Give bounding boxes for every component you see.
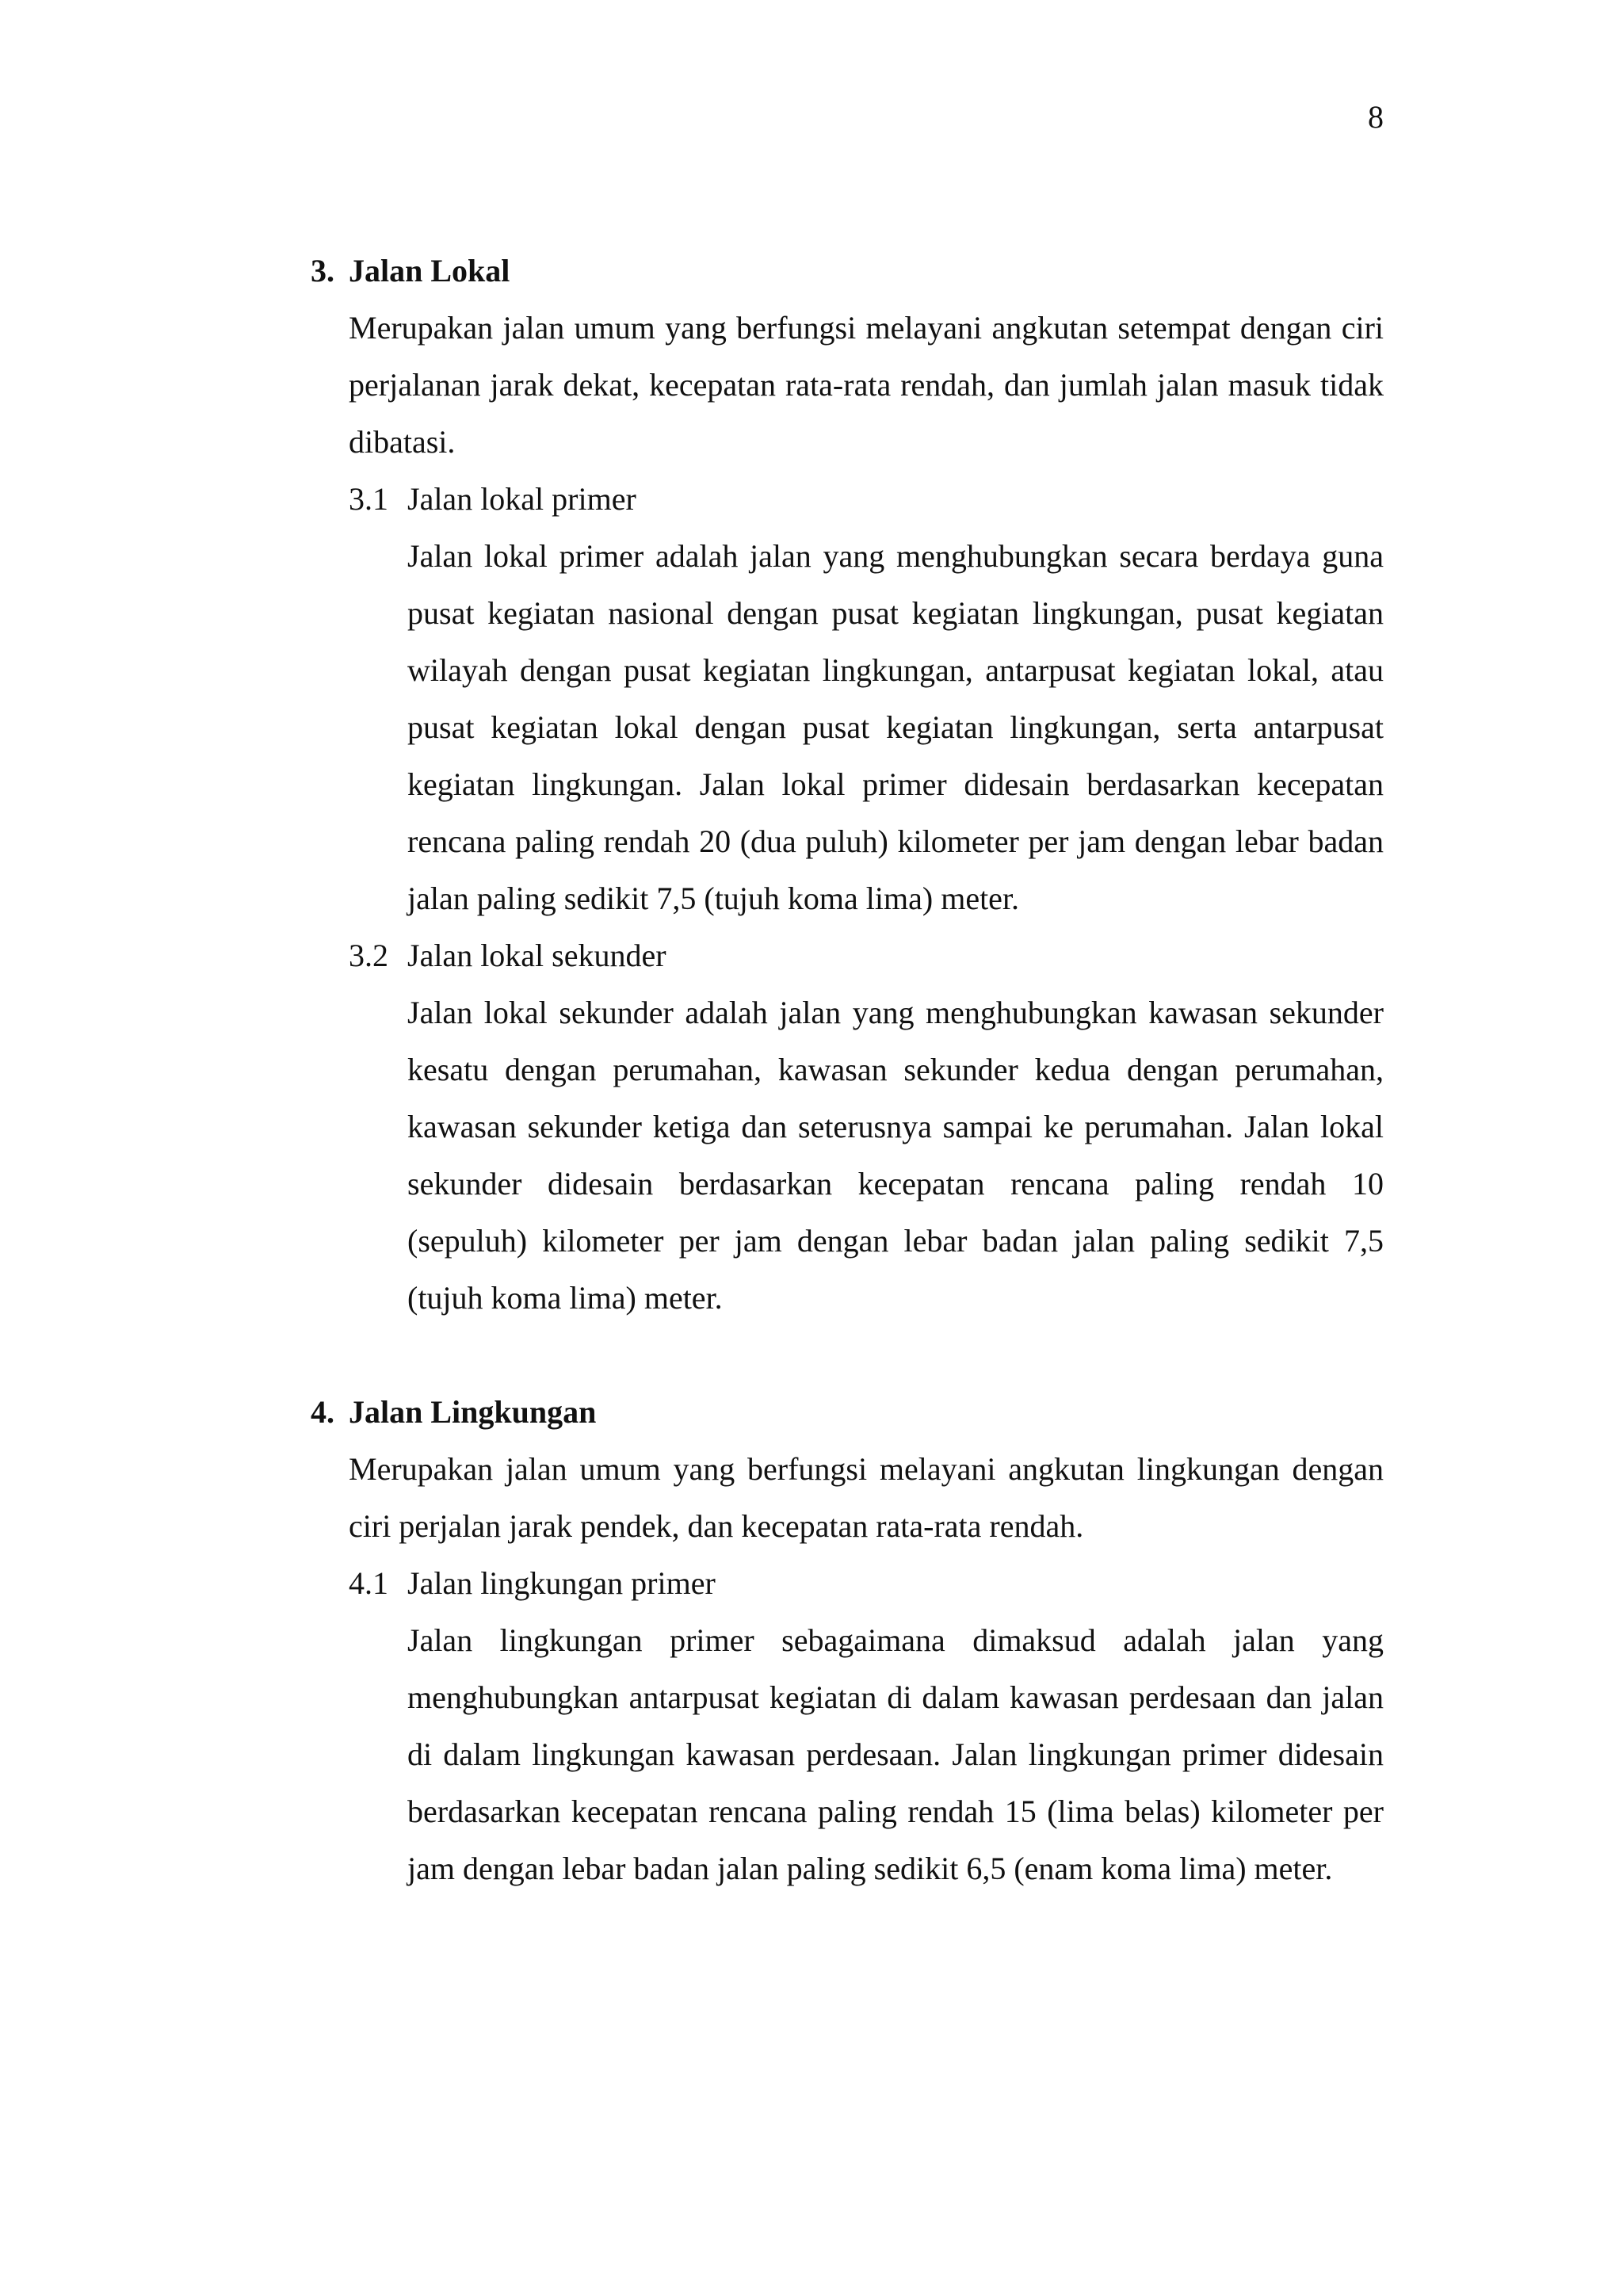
section-heading	[311, 1384, 1384, 1441]
subsection-number: 4.1	[349, 1565, 388, 1601]
section-number: 3.	[311, 253, 334, 288]
subsection-paragraph: Jalan lokal sekunder adalah jalan yang menghubungkan kawasan sekunder kesatu dengan perumahan, kawasan sekunder kedua dengan perumahan, kawasan sekunder ketiga dan seterusnya sampai ke perumahan. Jalan lokal sekunder didesain berdasarkan kecepatan rencana paling rendah 10 (sepuluh) kilometer per jam dengan lebar badan jalan paling sedikit 7,5 (tujuh koma lima) meter.	[407, 995, 1384, 1316]
section-title: Jalan Lokal	[349, 253, 510, 288]
page-content	[311, 243, 1384, 1897]
subsection-paragraph: Jalan lingkungan primer sebagaimana dimaksud adalah jalan yang menghubungkan antarpusat kegiatan di dalam kawasan perdesaan dan jalan di dalam lingkungan kawasan perdesaan. Jalan lingkungan primer didesain berdasarkan kecepatan rencana paling rendah 15 (lima belas) kilometer per jam dengan lebar badan jalan paling sedikit 6,5 (enam koma lima) meter.	[407, 1622, 1384, 1886]
subsection-title: Jalan lingkungan primer	[407, 1565, 716, 1601]
subsection-heading	[311, 471, 1384, 528]
section-jalan-lingkungan	[311, 1384, 1384, 1897]
section-number: 4.	[311, 1394, 334, 1430]
section-jalan-lokal	[311, 243, 1384, 1327]
subsection-number: 3.2	[349, 938, 388, 973]
subsection-title: Jalan lokal primer	[407, 481, 636, 517]
section-description: Merupakan jalan umum yang berfungsi melayani angkutan setempat dengan ciri perjalanan jarak dekat, kecepatan rata-rata rendah, dan jumlah jalan masuk tidak dibatasi.	[349, 310, 1384, 460]
subsection-number: 3.1	[349, 481, 388, 517]
subsection-heading	[311, 927, 1384, 984]
subsection-title: Jalan lokal sekunder	[407, 938, 666, 973]
page-number: 8	[1368, 99, 1384, 135]
section-title: Jalan Lingkungan	[349, 1394, 597, 1430]
subsection-paragraph: Jalan lokal primer adalah jalan yang menghubungkan secara berdaya guna pusat kegiatan nasional dengan pusat kegiatan lingkungan, pusat kegiatan wilayah dengan pusat kegiatan lingkungan, antarpusat kegiatan lokal, atau pusat kegiatan lokal dengan pusat kegiatan lingkungan, serta antarpusat kegiatan lingkungan. Jalan lokal primer didesain berdasarkan kecepatan rencana paling rendah 20 (dua puluh) kilometer per jam dengan lebar badan jalan paling sedikit 7,5 (tujuh koma lima) meter.	[407, 538, 1384, 916]
section-description: Merupakan jalan umum yang berfungsi melayani angkutan lingkungan dengan ciri perjalan jarak pendek, dan kecepatan rata-rata rendah.	[349, 1451, 1384, 1544]
section-heading	[311, 243, 1384, 300]
subsection-heading	[311, 1555, 1384, 1612]
